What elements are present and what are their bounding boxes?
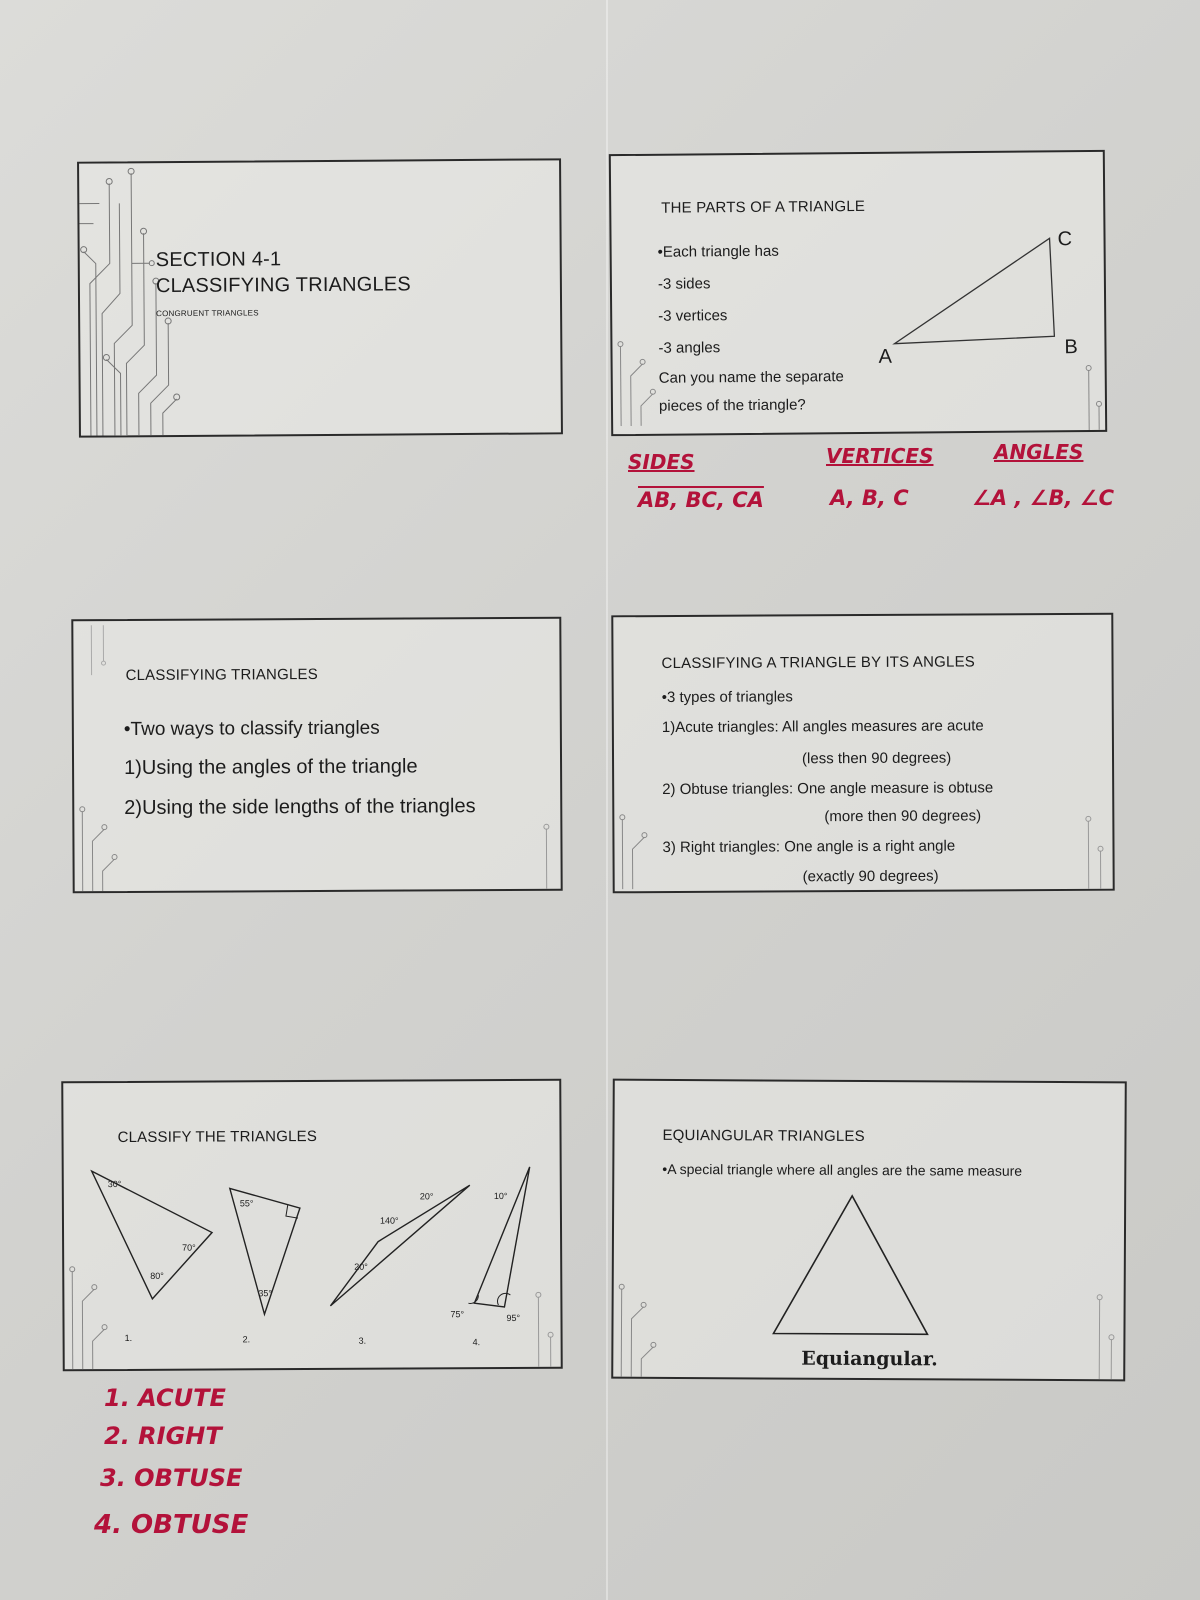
t3-angle-top: 20° [419,1191,434,1202]
paper-fold [606,0,608,1600]
vertex-label-a: A [878,345,892,368]
slide4-line-7: (exactly 90 degrees) [802,867,939,886]
slide2-bullet-2: -3 sides [657,275,711,293]
vertex-label-c: C [1057,228,1073,251]
slide-classifying-triangles [71,617,562,894]
slide-classify-the-triangles [61,1079,563,1372]
note-sides-header: SIDES [628,450,695,474]
t2-angle-bottom: 35° [258,1288,273,1299]
slide4-line-4: 2) Obtuse triangles: One angle measure is obtuse [662,779,994,799]
answer-4: 4. OBTUSE [94,1510,249,1540]
circuit-decoration [1069,350,1108,430]
slide4-line-5: (more then 90 degrees) [824,807,982,826]
slide2-bullet-4: -3 angles [658,339,721,357]
slide-equiangular-triangles [611,1079,1127,1382]
slide4-line-2: 1)Acute triangles: All angles measures are acute [661,717,984,737]
equiangular-triangle [763,1189,944,1340]
slide3-title: CLASSIFYING TRIANGLES [125,665,318,685]
circuit-decoration [613,1259,664,1379]
note-vertices-value: A, B, C [830,486,909,510]
slide-section-title [77,158,563,437]
slide6-title: EQUIANGULAR TRIANGLES [662,1126,865,1145]
slide1-subtitle: CONGRUENT TRIANGLES [156,308,259,319]
slide2-bullet-6: pieces of the triangle? [658,396,806,415]
circuit-decoration [64,1241,125,1371]
slide-classify-by-angles [611,613,1114,894]
t2-angle-top: 55° [239,1198,254,1209]
answer-2: 2. RIGHT [104,1422,222,1450]
slide4-line-1: •3 types of triangles [661,688,793,707]
triangle-number-3: 3. [358,1335,367,1346]
note-vertices-header: VERTICES [826,444,934,468]
slide6-caption: Equiangular. [801,1347,938,1371]
slide2-title: THE PARTS OF A TRIANGLE [661,197,866,217]
note-sides-value: AB, BC, CA [638,488,764,512]
note-angles-header: ANGLES [994,440,1084,464]
answer-1: 1. ACUTE [104,1384,226,1412]
slide3-line-3: 2)Using the side lengths of the triangles [124,795,476,820]
t1-angle-right: 70° [182,1242,196,1253]
note-angles-value: ∠A , ∠B, ∠C [972,486,1115,510]
triangle-4 [474,1167,531,1307]
triangle-number-4: 4. [472,1337,481,1348]
circuit-decoration [614,789,665,889]
triangle-3 [330,1185,471,1306]
t3-angle-middle: 140° [379,1215,399,1226]
triangle-number-2: 2. [242,1334,251,1345]
t1-angle-bottom: 80° [150,1270,164,1281]
slide2-bullet-5: Can you name the separate [658,368,844,387]
answer-3: 3. OBTUSE [100,1464,243,1492]
slide4-title: CLASSIFYING A TRIANGLE BY ITS ANGLES [661,653,976,673]
vertex-label-b: B [1064,336,1078,359]
t4-angle-top: 10° [493,1190,508,1202]
circuit-decoration [81,625,121,685]
circuit-decoration [79,163,191,436]
slide1-title-line2: CLASSIFYING TRIANGLES [155,273,411,298]
t4-angle-right: 95° [506,1312,521,1323]
triangle-figures [63,1081,563,1372]
t1-angle-top: 30° [107,1178,122,1190]
slide-parts-of-triangle [609,150,1107,436]
slide5-title: CLASSIFY THE TRIANGLES [117,1127,318,1147]
slide6-bullet: •A special triangle where all angles are the same measure [662,1160,1023,1179]
circuit-decoration [524,1277,562,1367]
circuit-decoration [1074,801,1114,891]
t3-angle-bottom: 20° [354,1261,368,1272]
slide3-line-1: •Two ways to classify triangles [123,717,380,741]
triangle-number-1: 1. [124,1332,133,1343]
slide2-bullet-3: -3 vertices [658,307,728,325]
circuit-decoration [532,809,562,889]
t4-angle-left: 75° [450,1309,465,1320]
slide4-line-6: 3) Right triangles: One angle is a right angle [662,837,956,857]
slide4-line-3: (less then 90 degrees) [801,749,952,768]
slide2-bullet-1: •Each triangle has [657,242,779,261]
slide1-title-line1: SECTION 4-1 [155,248,282,272]
slide3-line-2: 1)Using the angles of the triangle [124,755,418,780]
circuit-decoration [1085,1279,1126,1379]
